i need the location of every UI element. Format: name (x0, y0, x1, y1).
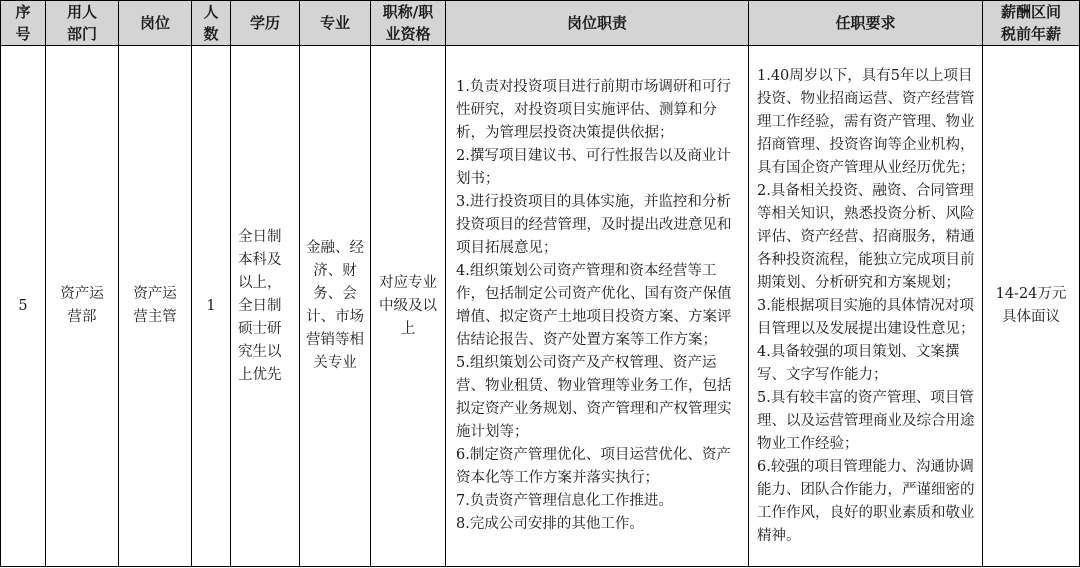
header-position: 岗位 (119, 1, 192, 46)
duty-item: 5.组织策划公司资产及产权管理、资产运营、物业租赁、物业管理等业务工作，包括拟定资产业务规划、资产管理和产权管理实施计划等； (456, 355, 732, 440)
requirement-item: 5.具有较丰富的资产管理、项目管理、以及运营管理商业及综合用途物业工作经验； (757, 389, 975, 452)
cell-count: 1 (192, 46, 231, 567)
duty-item: 4.组织策划公司资产管理和资本经营等工作，包括制定公司资产优化、国有资产保值增值、拟定资产土地项目投资方案、方案评估结论报告、资产处置方案等工作方案； (456, 263, 732, 348)
duty-item: 2.撰写项目建议书、可行性报告以及商业计划书； (456, 148, 731, 187)
header-title: 职称/职业资格 (371, 1, 446, 46)
cell-position: 资产运营主管 (119, 46, 192, 567)
header-count: 人数 (192, 1, 231, 46)
table-row (1, 46, 1080, 567)
requirement-item: 3.能根据项目实施的具体情况对项目管理以及发展提出建设性意见； (757, 297, 975, 337)
header-duties: 岗位职责 (446, 1, 749, 46)
requirement-item: 6.较强的项目管理能力、沟通协调能力、团队合作能力，严谨细密的工作作风，良好的职业素质和敬业精神。 (757, 458, 975, 544)
header-major: 专业 (300, 1, 371, 46)
duty-item: 3.进行投资项目的具体实施，并监控和分析投资项目的经营管理，及时提出改进意见和项目拓展意见； (456, 194, 732, 256)
cell-seq: 5 (1, 46, 46, 567)
duty-item: 6.制定资产管理优化、项目运营优化、资产资本化等工作方案并落实执行； (456, 447, 731, 486)
requirement-item: 2.具备相关投资、融资、合同管理等相关知识，熟悉投资分析、风险评估、资产经营、招商服务，精通各种投资流程，能独立完成项目前期策划、分析研究和方案规划； (757, 182, 975, 291)
requirement-item: 1.40周岁以下，具有5年以上项目投资、物业招商运营、资产经营管理工作经验，需有资产管理、物业招商管理、投资咨询等企业机构，具有国企资产管理从业经历优先； (757, 67, 975, 176)
header-seq: 序号 (1, 1, 46, 46)
header-education: 学历 (231, 1, 300, 46)
header-salary: 薪酬区间税前年薪 (983, 1, 1080, 46)
header-dept: 用人部门 (46, 1, 119, 46)
duty-item: 8.完成公司安排的其他工作。 (456, 516, 644, 532)
cell-duties (446, 46, 749, 567)
cell-requirements (749, 46, 983, 567)
header-requirements: 任职要求 (749, 1, 983, 46)
cell-salary: 14-24万元具体面议 (983, 46, 1080, 567)
cell-title: 对应专业中级及以上 (371, 46, 446, 567)
cell-education: 全日制本科及以上，全日制硕士研究生以上优先 (231, 46, 300, 567)
cell-dept: 资产运营部 (46, 46, 119, 567)
cell-major: 金融、经济、财务、会计、市场营销等相关专业 (300, 46, 371, 567)
duty-item: 7.负责资产管理信息化工作推进。 (456, 493, 673, 509)
header-row (1, 1, 1080, 46)
duty-item: 1.负责对投资项目进行前期市场调研和可行性研究，对投资项目实施评估、测算和分析，为管理层投资决策提供依据； (456, 79, 731, 141)
requirement-item: 4.具备较强的项目策划、文案撰写、文字写作能力； (757, 343, 960, 383)
